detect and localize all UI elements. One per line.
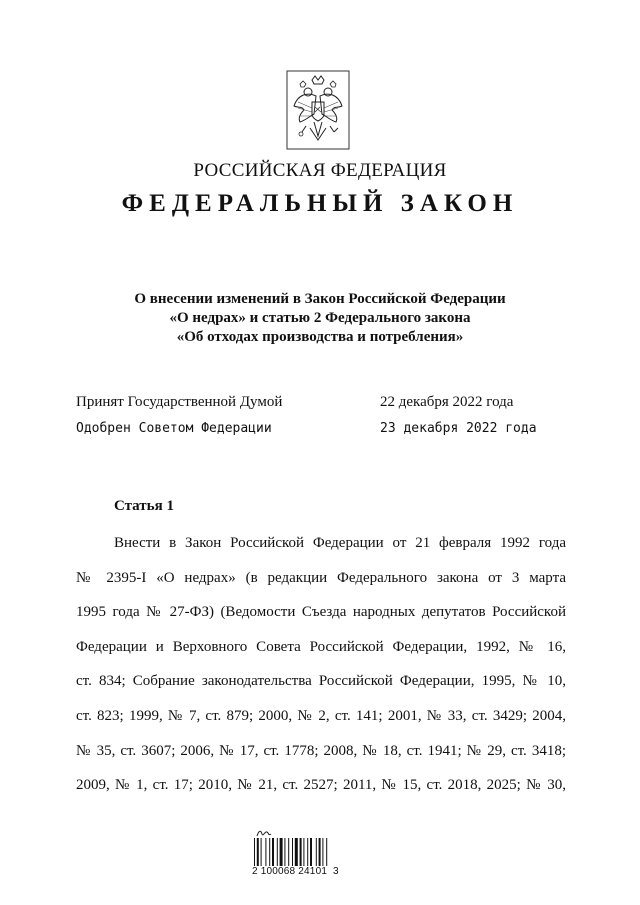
duma-adoption-date: 22 декабря 2022 года xyxy=(380,394,514,410)
council-approval-label: Одобрен Советом Федерации xyxy=(76,421,272,436)
body-line: ст. 823; 1999, № 7, ст. 879; 2000, № 2, ст. 141; 2001, № 33, ст. 3429; 2004, xyxy=(76,707,566,724)
barcode-bar xyxy=(269,838,270,866)
article-body xyxy=(76,526,566,803)
barcode-bar xyxy=(310,838,312,866)
document-barcode xyxy=(252,828,362,878)
coat-of-arms-emblem xyxy=(286,70,350,150)
barcode-bar xyxy=(300,838,302,866)
barcode-bar xyxy=(277,838,278,866)
barcode-bar xyxy=(303,838,304,866)
council-approval-date: 23 декабря 2022 года xyxy=(380,421,537,436)
barcode-bar xyxy=(316,838,317,866)
barcode-bar xyxy=(284,838,285,866)
barcode-bar xyxy=(319,838,321,866)
body-line: № 35, ст. 3607; 2006, № 17, ст. 1778; 2008, № 18, ст. 1941; № 29, ст. 3418; xyxy=(76,742,566,759)
body-line: ст. 834; Собрание законодательства Российской Федерации, 1995, № 10, xyxy=(76,673,566,690)
signature-mark-icon xyxy=(256,828,272,838)
barcode-bar xyxy=(307,838,308,866)
document-type-heading: ФЕДЕРАЛЬНЫЙ ЗАКОН xyxy=(121,190,519,217)
body-line: № 2395-I «О недрах» (в редакции Федерального закона от 3 марта xyxy=(76,569,566,586)
barcode-bar xyxy=(322,838,323,866)
barcode-bar xyxy=(254,838,255,866)
barcode-bar xyxy=(288,838,289,866)
law-title-line: «Об отходах производства и потребления» xyxy=(176,329,464,345)
law-title-line: О внесении изменений в Закон Российской Федерации xyxy=(134,291,506,307)
body-line: 2009, № 1, ст. 17; 2010, № 21, ст. 2527; 2011, № 15, ст. 2018, 2025; № 30, xyxy=(76,777,566,794)
body-line: Федерации и Верховного Совета Российской Федерации, 1992, № 16, xyxy=(76,638,566,655)
body-line: Внести в Закон Российской Федерации от 21 февраля 1992 года xyxy=(114,535,566,551)
barcode-number: 2 100068 24101 3 xyxy=(252,866,339,877)
barcode-bar xyxy=(272,838,274,866)
barcode-bars xyxy=(252,838,352,866)
duma-adoption-label: Принят Государственной Думой xyxy=(76,394,283,410)
article-heading: Статья 1 xyxy=(114,498,174,514)
law-title xyxy=(0,290,640,347)
barcode-bar xyxy=(292,838,293,866)
barcode-bar xyxy=(280,838,283,866)
country-heading: РОССИЙСКАЯ ФЕДЕРАЦИЯ xyxy=(193,160,447,181)
barcode-bar xyxy=(295,838,298,866)
law-title-line: «О недрах» и статью 2 Федерального закона xyxy=(169,310,471,326)
barcode-bar xyxy=(261,838,262,866)
barcode-bar xyxy=(265,838,266,866)
body-line: 1995 года № 27-ФЗ) (Ведомости Съезда народных депутатов Российской xyxy=(76,604,566,621)
barcode-bar xyxy=(257,838,259,866)
barcode-bar xyxy=(326,838,327,866)
